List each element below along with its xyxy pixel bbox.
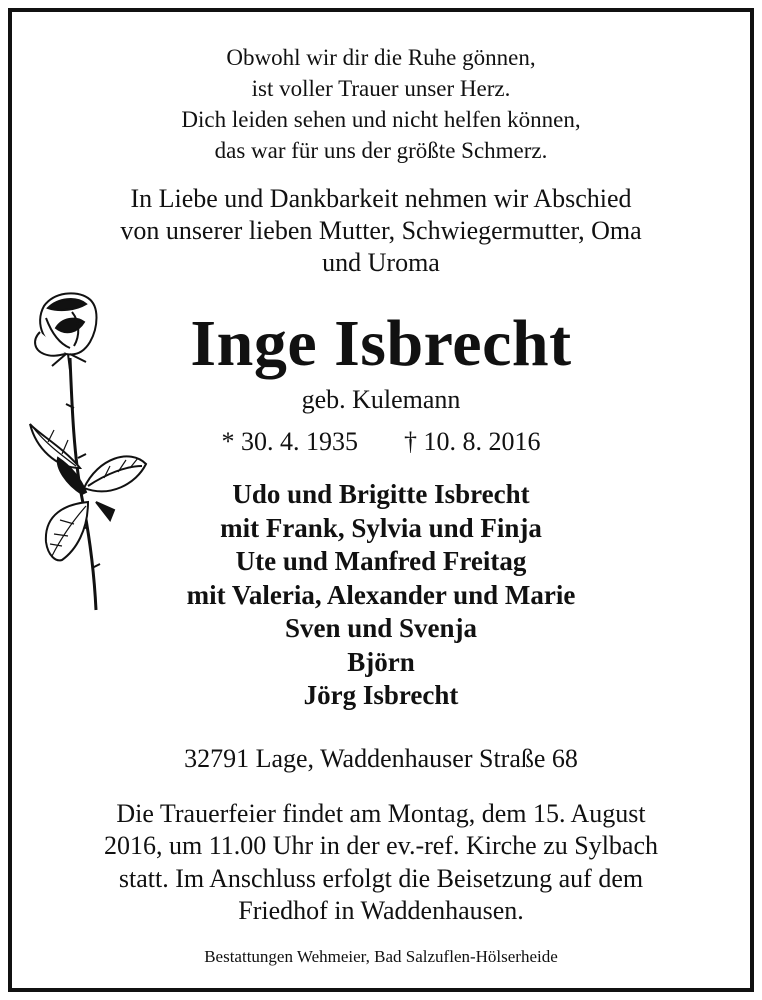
maiden-name: geb. Kulemann <box>301 385 461 414</box>
poem-line-4: das war für uns der größte Schmerz. <box>214 138 548 163</box>
life-dates <box>0 427 762 457</box>
address: 32791 Lage, Waddenhauser Straße 68 <box>184 744 578 773</box>
mourner-line-3: Ute und Manfred Freitag <box>235 546 527 576</box>
death-date: † 10. 8. 2016 <box>404 427 541 456</box>
intro-line-2: von unserer lieben Mutter, Schwiegermutter, Oma <box>120 216 642 245</box>
poem-line-3: Dich leiden sehen und nicht helfen können, <box>181 107 581 132</box>
mourner-line-1: Udo und Brigitte Isbrecht <box>232 479 530 509</box>
deceased-name: Inge Isbrecht <box>190 307 572 380</box>
mourner-line-2: mit Frank, Sylvia und Finja <box>220 513 542 543</box>
mourner-line-5: Sven und Svenja <box>284 613 478 643</box>
mourner-line-4: mit Valeria, Alexander und Marie <box>186 580 576 610</box>
intro-line-1: In Liebe und Dankbarkeit nehmen wir Abschied <box>130 184 632 213</box>
mourner-line-6: Björn <box>347 647 415 677</box>
ceremony-line-1: Die Trauerfeier findet am Montag, dem 15. August <box>116 799 646 828</box>
birth-date: * 30. 4. 1935 <box>221 427 358 456</box>
undertaker: Bestattungen Wehmeier, Bad Salzuflen-Hölserheide <box>204 947 558 966</box>
ceremony-line-2: 2016, um 11.00 Uhr in der ev.-ref. Kirche zu Sylbach <box>103 831 659 860</box>
ceremony-line-4: Friedhof in Waddenhausen. <box>238 896 524 925</box>
intro-line-3: und Uroma <box>322 248 440 277</box>
ceremony-line-3: statt. Im Anschluss erfolgt die Beisetzung auf dem <box>118 864 644 893</box>
mourner-line-7: Jörg Isbrecht <box>303 680 459 710</box>
poem-line-2: ist voller Trauer unser Herz. <box>251 76 511 101</box>
poem-line-1: Obwohl wir dir die Ruhe gönnen, <box>226 45 536 70</box>
